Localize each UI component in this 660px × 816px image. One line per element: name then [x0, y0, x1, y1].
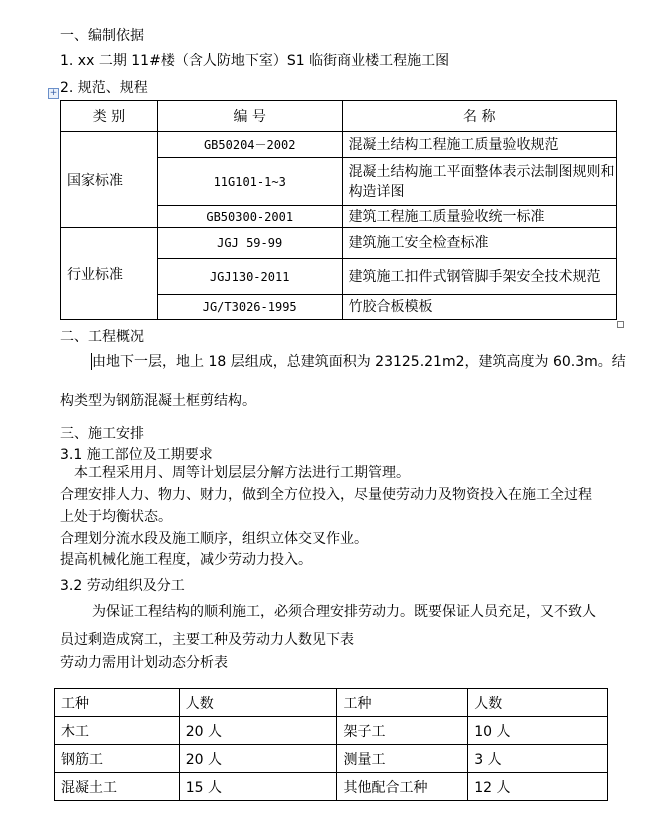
category-cell: 行业标准: [61, 228, 158, 320]
header-code: 编 号: [157, 101, 342, 132]
count-cell: 15 人: [179, 773, 337, 801]
count-cell: 12 人: [468, 773, 608, 801]
name-cell: 混凝土结构工程施工质量验收规范: [342, 132, 616, 158]
count-cell: 3 人: [468, 745, 608, 773]
trade-cell: 混凝土工: [55, 773, 180, 801]
header-category: 类 别: [61, 101, 158, 132]
schedule-line: 合理安排人力、物力、财力，做到全方位投入，尽量使劳动力及物资投入在施工全过程: [60, 487, 592, 503]
trade-cell: 木工: [55, 717, 180, 745]
trade-cell: 钢筋工: [55, 745, 180, 773]
code-cell: JGJ 59-99: [157, 228, 342, 259]
section2-heading: 二、工程概况: [60, 329, 144, 345]
table-row: [55, 717, 608, 745]
category-cell: 国家标准: [61, 132, 158, 228]
basis-item-1: 1. xx 二期 11#楼（含人防地下室）S1 临街商业楼工程施工图: [60, 53, 450, 69]
code-cell: 11G101-1~3: [157, 158, 342, 206]
overview-para-line-2: 构类型为钢筋混凝土框剪结构。: [60, 393, 256, 409]
subsection-3-1: 3.1 施工部位及工期要求: [60, 447, 213, 463]
table-resize-handle[interactable]: [617, 321, 624, 328]
name-cell: 建筑施工扣件式钢管脚手架安全技术规范: [342, 259, 616, 295]
table-header-row: [61, 101, 617, 132]
schedule-line: 合理划分流水段及施工顺序，组织立体交叉作业。: [60, 531, 368, 547]
labor-header-cell: 工种: [337, 689, 468, 717]
labor-header-cell: 人数: [179, 689, 337, 717]
name-cell: 建筑施工安全检查标准: [342, 228, 616, 259]
labor-table: [54, 688, 608, 801]
table-move-handle-icon[interactable]: +: [49, 88, 58, 98]
header-name: 名 称: [342, 101, 616, 132]
code-cell: GB50300-2001: [157, 206, 342, 228]
table-row: [55, 773, 608, 801]
labor-para-line-2: 员过剩造成窝工，主要工种及劳动力人数见下表: [60, 632, 354, 648]
table-row: [61, 132, 617, 158]
code-cell: JG/T3026-1995: [157, 295, 342, 320]
schedule-line: 上处于均衡状态。: [60, 509, 172, 525]
table-row: [55, 745, 608, 773]
name-cell: 建筑工程施工质量验收统一标准: [342, 206, 616, 228]
labor-header-cell: 工种: [55, 689, 180, 717]
labor-header-row: [55, 689, 608, 717]
overview-para-line-1: 由地下一层，地上 18 层组成，总建筑面积为 23125.21m2，建筑高度为 60.3m。结: [92, 354, 626, 370]
name-cell: 竹胶合板模板: [342, 295, 616, 320]
basis-item-2: 2. 规范、规程: [60, 80, 148, 96]
count-cell: 20 人: [179, 745, 337, 773]
code-cell: GB50204－2002: [157, 132, 342, 158]
section1-heading: 一、编制依据: [60, 28, 144, 44]
count-cell: 10 人: [468, 717, 608, 745]
labor-para-line-1: 为保证工程结构的顺利施工，必须合理安排劳动力。既要保证人员充足，又不致人: [92, 604, 596, 620]
section3-heading: 三、施工安排: [60, 426, 144, 442]
table-row: [61, 228, 617, 259]
schedule-line: 提高机械化施工程度，减少劳动力投入。: [60, 552, 312, 568]
labor-header-cell: 人数: [468, 689, 608, 717]
trade-cell: 其他配合工种: [337, 773, 468, 801]
count-cell: 20 人: [179, 717, 337, 745]
name-cell: 混凝土结构施工平面整体表示法制图规则和构造详图: [342, 158, 616, 206]
trade-cell: 架子工: [337, 717, 468, 745]
schedule-line: 本工程采用月、周等计划层层分解方法进行工期管理。: [74, 465, 410, 481]
labor-table-title: 劳动力需用计划动态分析表: [60, 655, 228, 671]
code-cell: JGJ130-2011: [157, 259, 342, 295]
subsection-3-2: 3.2 劳动组织及分工: [60, 578, 185, 594]
standards-table: [60, 100, 617, 320]
trade-cell: 测量工: [337, 745, 468, 773]
